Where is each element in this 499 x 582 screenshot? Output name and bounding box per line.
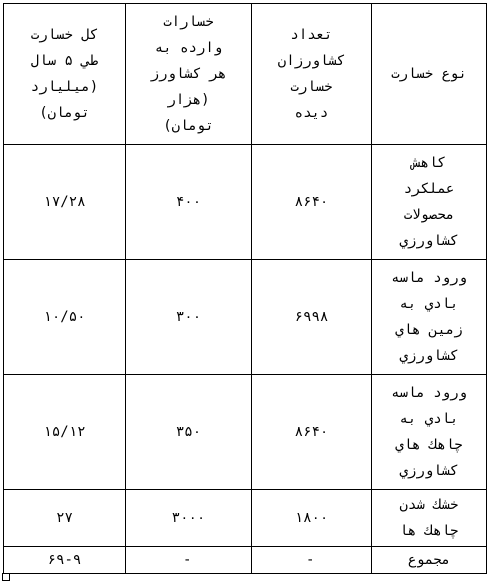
loss-per-farmer-cell: ۳۰۰ xyxy=(126,260,252,375)
loss-type-cell: خشك شدن چاهك ها xyxy=(372,490,487,547)
total-loss-cell: ۲۷ xyxy=(4,490,126,547)
table-row xyxy=(4,145,487,260)
loss-type-cell: ورود ماسه بادي به چاهك هاي کشاورزي xyxy=(372,375,487,490)
loss-per-farmer-cell: ۳۵۰ xyxy=(126,375,252,490)
farmer-count-cell: ۶۹۹۸ xyxy=(252,260,372,375)
total-loss-cell: ۱۵/۱۲ xyxy=(4,375,126,490)
loss-type-cell: کاهش عملکرد محصولات کشاورزي xyxy=(372,145,487,260)
loss-per-farmer-cell: ۴۰۰ xyxy=(126,145,252,260)
loss-type-cell: ورود ماسه بادي به زمين هاي کشاورزي xyxy=(372,260,487,375)
header-total-loss: کل خسارت طي ۵ سال (ميليارد تومان) xyxy=(4,4,126,145)
page-corner-marker xyxy=(2,573,10,581)
table-row xyxy=(4,260,487,375)
sum-per-farmer-cell: - xyxy=(126,547,252,574)
table-row xyxy=(4,490,487,547)
sum-total-cell: ۶۹-۹ xyxy=(4,547,126,574)
loss-per-farmer-cell: ۳۰۰۰ xyxy=(126,490,252,547)
header-row xyxy=(4,4,487,145)
sum-count-cell: - xyxy=(252,547,372,574)
sum-label-cell: مجموع xyxy=(372,547,487,574)
sum-row xyxy=(4,547,487,574)
header-loss-per-farmer: خسارات وارده به هر کشاورز (هزار تومان) xyxy=(126,4,252,145)
loss-table xyxy=(3,3,487,574)
total-loss-cell: ۱۰/۵۰ xyxy=(4,260,126,375)
farmer-count-cell: ۸۶۴۰ xyxy=(252,145,372,260)
total-loss-cell: ۱۷/۲۸ xyxy=(4,145,126,260)
farmer-count-cell: ۸۶۴۰ xyxy=(252,375,372,490)
farmer-count-cell: ۱۸۰۰ xyxy=(252,490,372,547)
table-row xyxy=(4,375,487,490)
header-loss-type: نوع خسارت xyxy=(372,4,487,145)
header-farmer-count: تعداد کشاورزان خسارت ديده xyxy=(252,4,372,145)
